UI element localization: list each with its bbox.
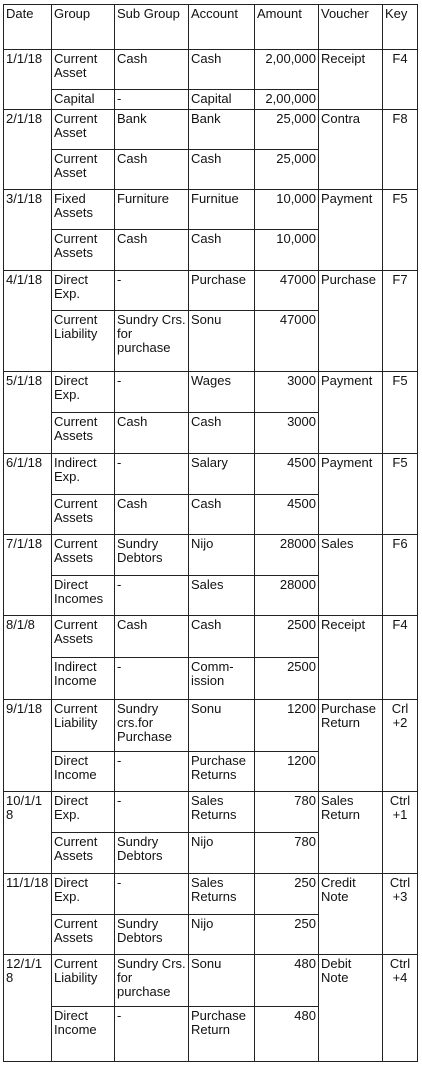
- entry-debit-row: [4, 955, 418, 1007]
- entry-date: 10/1/18: [4, 791, 52, 873]
- table-header: [4, 5, 418, 50]
- entry-date: 3/1/18: [4, 190, 52, 270]
- entry-voucher: Receipt: [319, 616, 383, 700]
- entry-voucher: Contra: [319, 109, 383, 189]
- entry-account: Purchase: [189, 270, 255, 310]
- entry-subgroup: Sundry crs.for Purchase: [115, 700, 189, 752]
- entry-amount: 780: [255, 833, 319, 873]
- entry-voucher: Credit Note: [319, 873, 383, 955]
- entry-amount: 10,000: [255, 190, 319, 230]
- entry-subgroup: Furniture: [115, 190, 189, 230]
- entry-key: Ctrl +3: [383, 873, 418, 955]
- entry-subgroup: -: [115, 454, 189, 494]
- entry-account: Purchase Returns: [189, 751, 255, 791]
- entry-subgroup: Cash: [115, 50, 189, 90]
- entry-amount: 28000: [255, 534, 319, 575]
- entry-voucher: Payment: [319, 454, 383, 534]
- entry-subgroup: Sundry Crs. for purchase: [115, 955, 189, 1007]
- entry-date: 5/1/18: [4, 371, 52, 454]
- header-row: [4, 5, 418, 50]
- entry-subgroup: Sundry Crs. for purchase: [115, 310, 189, 371]
- entry-subgroup: Cash: [115, 616, 189, 657]
- entry-subgroup: Cash: [115, 230, 189, 270]
- entry-group: Direct Exp.: [52, 371, 115, 412]
- entry-account: Cash: [189, 50, 255, 90]
- entry-amount: 250: [255, 914, 319, 954]
- entry-subgroup: Bank: [115, 109, 189, 149]
- entry-amount: 10,000: [255, 230, 319, 270]
- entry-group: Current Assets: [52, 494, 115, 534]
- entry-amount: 2,00,000: [255, 90, 319, 110]
- entry-account: Nijo: [189, 914, 255, 954]
- entry-date: 4/1/18: [4, 270, 52, 371]
- header-key: Key: [383, 5, 418, 50]
- entry-debit-row: [4, 270, 418, 310]
- header-account: Account: [189, 5, 255, 50]
- entry-group: Current Liability: [52, 310, 115, 371]
- entry-group: Capital: [52, 90, 115, 110]
- entry-group: Current Liability: [52, 955, 115, 1007]
- entry-date: 12/1/18: [4, 955, 52, 1062]
- entry-group: Current Asset: [52, 109, 115, 149]
- entry-subgroup: -: [115, 657, 189, 700]
- entry-account: Cash: [189, 494, 255, 534]
- entry-debit-row: [4, 190, 418, 230]
- entry-account: Wages: [189, 371, 255, 412]
- entry-group: Current Asset: [52, 149, 115, 189]
- entry-key: F4: [383, 50, 418, 110]
- entry-account: Cash: [189, 412, 255, 453]
- entry-group: Direct Income: [52, 1006, 115, 1061]
- journal-entries-table: [3, 4, 418, 1062]
- entry-group: Current Assets: [52, 833, 115, 873]
- entry-group: Current Assets: [52, 914, 115, 954]
- entry-amount: 3000: [255, 371, 319, 412]
- entry-key: F8: [383, 109, 418, 189]
- entry-group: Current Liability: [52, 700, 115, 752]
- entry-account: Sonu: [189, 310, 255, 371]
- entry-subgroup: -: [115, 270, 189, 310]
- entry-account: Cash: [189, 149, 255, 189]
- entry-amount: 2500: [255, 616, 319, 657]
- entry-key: F4: [383, 616, 418, 700]
- entry-debit-row: [4, 616, 418, 657]
- entry-group: Direct Exp.: [52, 791, 115, 832]
- entry-voucher: Sales Return: [319, 791, 383, 873]
- entry-key: F7: [383, 270, 418, 371]
- entry-voucher: Sales: [319, 534, 383, 616]
- entry-account: Capital: [189, 90, 255, 110]
- entry-subgroup: -: [115, 1006, 189, 1061]
- entry-group: Current Assets: [52, 616, 115, 657]
- entry-group: Direct Exp.: [52, 873, 115, 914]
- header-date: Date: [4, 5, 52, 50]
- entry-account: Sales: [189, 576, 255, 616]
- entry-group: Fixed Assets: [52, 190, 115, 230]
- entry-amount: 2,00,000: [255, 50, 319, 90]
- entry-key: Ctrl +4: [383, 955, 418, 1062]
- entry-amount: 28000: [255, 576, 319, 616]
- entry-amount: 47000: [255, 270, 319, 310]
- entry-subgroup: -: [115, 873, 189, 914]
- entry-key: Crl +2: [383, 700, 418, 792]
- entry-group: Current Assets: [52, 230, 115, 270]
- entry-amount: 25,000: [255, 109, 319, 149]
- entry-amount: 780: [255, 791, 319, 832]
- entry-subgroup: -: [115, 576, 189, 616]
- entry-debit-row: [4, 109, 418, 149]
- entry-amount: 1200: [255, 751, 319, 791]
- header-group: Group: [52, 5, 115, 50]
- entry-amount: 47000: [255, 310, 319, 371]
- entry-debit-row: [4, 791, 418, 832]
- entry-date: 11/1/18: [4, 873, 52, 955]
- entry-date: 7/1/18: [4, 534, 52, 616]
- entry-date: 9/1/18: [4, 700, 52, 792]
- entry-account: Sales Returns: [189, 873, 255, 914]
- entry-amount: 3000: [255, 412, 319, 453]
- entry-debit-row: [4, 700, 418, 752]
- entry-account: Sonu: [189, 955, 255, 1007]
- entry-account: Sales Returns: [189, 791, 255, 832]
- entry-amount: 4500: [255, 494, 319, 534]
- entry-subgroup: Cash: [115, 412, 189, 453]
- entry-group: Indirect Income: [52, 657, 115, 700]
- entry-subgroup: Sundry Debtors: [115, 914, 189, 954]
- entry-subgroup: Cash: [115, 494, 189, 534]
- entry-subgroup: -: [115, 751, 189, 791]
- entry-amount: 2500: [255, 657, 319, 700]
- entry-amount: 4500: [255, 454, 319, 494]
- entry-group: Direct Exp.: [52, 270, 115, 310]
- entry-debit-row: [4, 873, 418, 914]
- entry-account: Cash: [189, 230, 255, 270]
- entry-voucher: Receipt: [319, 50, 383, 110]
- entry-subgroup: Sundry Debtors: [115, 534, 189, 575]
- entry-debit-row: [4, 371, 418, 412]
- entry-date: 2/1/18: [4, 109, 52, 189]
- entry-amount: 1200: [255, 700, 319, 752]
- entry-amount: 480: [255, 955, 319, 1007]
- entry-group: Current Asset: [52, 50, 115, 90]
- entry-subgroup: Cash: [115, 149, 189, 189]
- entry-voucher: Purchase Return: [319, 700, 383, 792]
- entry-key: F6: [383, 534, 418, 616]
- entry-debit-row: [4, 454, 418, 494]
- entry-subgroup: Sundry Debtors: [115, 833, 189, 873]
- entry-group: Current Assets: [52, 534, 115, 575]
- entry-voucher: Debit Note: [319, 955, 383, 1062]
- entry-key: F5: [383, 371, 418, 454]
- entry-account: Sonu: [189, 700, 255, 752]
- entry-account: Bank: [189, 109, 255, 149]
- entry-subgroup: -: [115, 90, 189, 110]
- entry-group: Direct Incomes: [52, 576, 115, 616]
- entry-account: Comm- ission: [189, 657, 255, 700]
- entry-account: Cash: [189, 616, 255, 657]
- entry-amount: 250: [255, 873, 319, 914]
- header-amount: Amount: [255, 5, 319, 50]
- entry-account: Purchase Return: [189, 1006, 255, 1061]
- entry-key: F5: [383, 190, 418, 270]
- entry-debit-row: [4, 50, 418, 90]
- entry-voucher: Payment: [319, 190, 383, 270]
- entry-debit-row: [4, 534, 418, 575]
- table-body: [4, 50, 418, 1062]
- entry-group: Indirect Exp.: [52, 454, 115, 494]
- entry-key: F5: [383, 454, 418, 534]
- entry-key: Ctrl +1: [383, 791, 418, 873]
- entry-voucher: Purchase: [319, 270, 383, 371]
- entry-account: Nijo: [189, 534, 255, 575]
- entry-date: 8/1/8: [4, 616, 52, 700]
- entry-subgroup: -: [115, 371, 189, 412]
- entry-account: Salary: [189, 454, 255, 494]
- entry-group: Current Assets: [52, 412, 115, 453]
- entry-date: 1/1/18: [4, 50, 52, 110]
- entry-account: Nijo: [189, 833, 255, 873]
- header-subgroup: Sub Group: [115, 5, 189, 50]
- entry-voucher: Payment: [319, 371, 383, 454]
- header-voucher: Voucher: [319, 5, 383, 50]
- entry-subgroup: -: [115, 791, 189, 832]
- entry-account: Furnitue: [189, 190, 255, 230]
- entry-date: 6/1/18: [4, 454, 52, 534]
- entry-amount: 480: [255, 1006, 319, 1061]
- entry-group: Direct Income: [52, 751, 115, 791]
- entry-amount: 25,000: [255, 149, 319, 189]
